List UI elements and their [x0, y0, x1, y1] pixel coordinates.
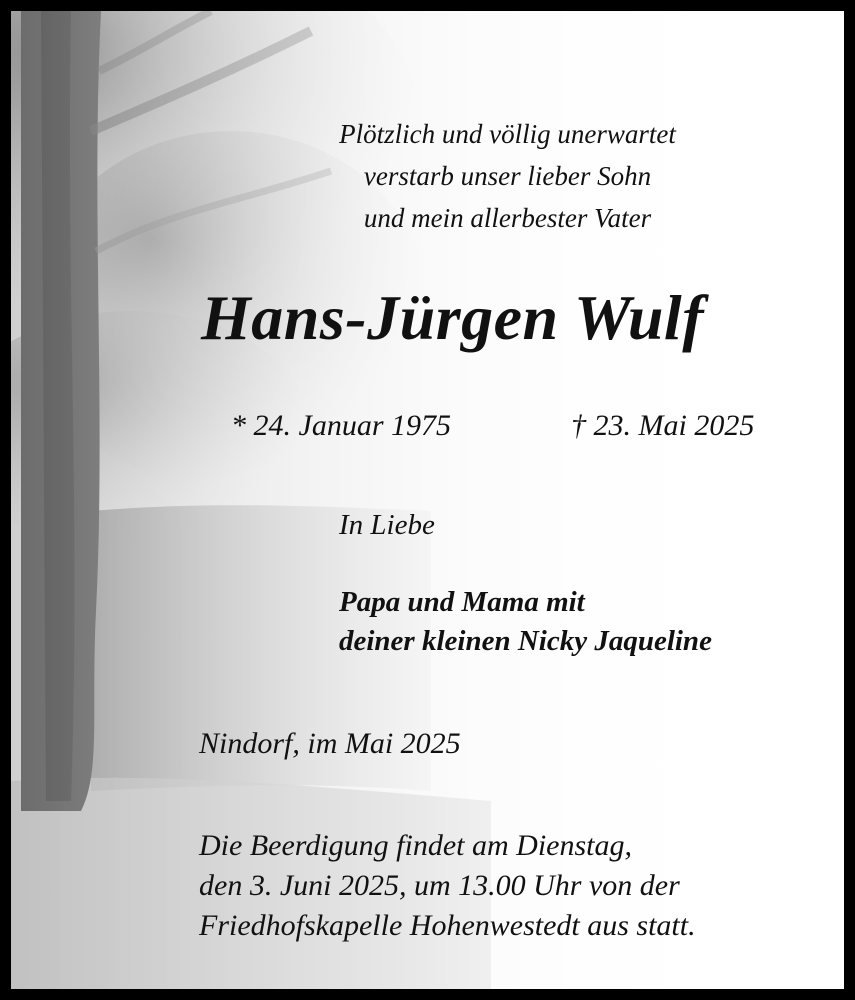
deceased-name: Hans-Jürgen Wulf: [201, 282, 704, 353]
intro-line: und mein allerbester Vater: [363, 203, 652, 233]
birth-date: * 24. Januar 1975: [231, 409, 451, 442]
family-signature: [339, 583, 712, 661]
place-date: Nindorf, im Mai 2025: [199, 727, 461, 760]
family-line: deiner kleinen Nicky Jaqueline: [339, 625, 712, 657]
funeral-line: Die Beerdigung findet am Dienstag,: [199, 829, 632, 862]
funeral-info: [199, 826, 696, 946]
family-line: Papa und Mama mit: [339, 586, 585, 618]
intro-line: Plötzlich und völlig unerwartet: [339, 119, 676, 149]
in-love-text: In Liebe: [339, 509, 435, 541]
death-date: † 23. Mai 2025: [571, 409, 755, 442]
intro-line: verstarb unser lieber Sohn: [363, 161, 652, 191]
obituary-notice: [11, 11, 844, 989]
funeral-line: den 3. Juni 2025, um 13.00 Uhr von der: [199, 869, 680, 902]
funeral-line: Friedhofskapelle Hohenwestedt aus statt.: [199, 909, 696, 942]
intro-text: [11, 113, 844, 239]
